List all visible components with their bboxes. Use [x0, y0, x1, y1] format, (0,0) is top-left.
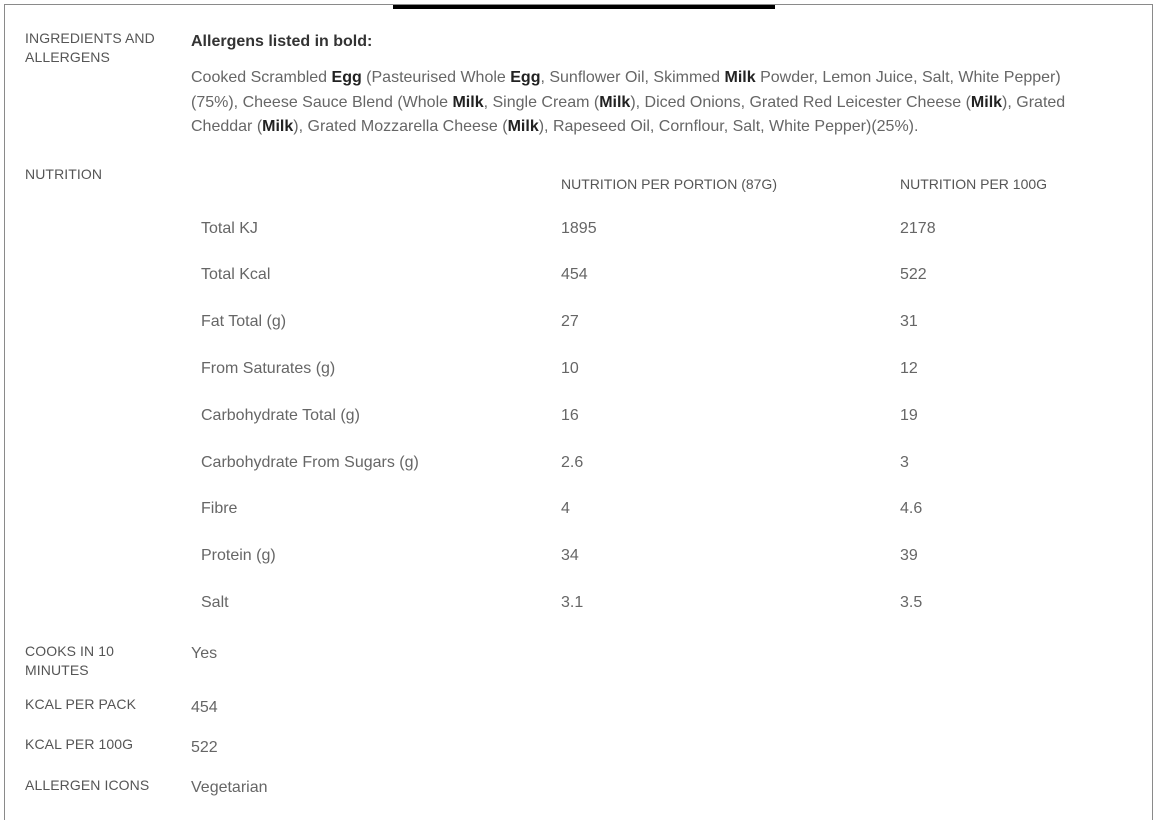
ingredient-text-segment: (Pasteurised Whole	[361, 69, 511, 86]
allergen-bold: Milk	[507, 118, 539, 135]
nutrient-name: Carbohydrate Total (g)	[201, 407, 360, 424]
ingredient-text-segment: ), Diced Onions, Grated Red Leicester Cheese (	[630, 93, 971, 111]
nutrient-per-100g: 2178	[900, 220, 936, 237]
allergen-icons-label: ALLERGEN ICONS	[25, 777, 150, 793]
cooks-in-10-value: Yes	[191, 645, 218, 662]
ingredient-text-segment: , Single Cream (	[483, 93, 600, 111]
ingredient-text-segment: ), Rapeseed Oil, Cornflour, Salt, White Pepper)(25%).	[538, 118, 919, 135]
allergen-bold: Milk	[262, 118, 294, 135]
nutrient-per-100g: 4.6	[900, 500, 923, 517]
cooks-in-10-label: COOKS IN 10 MINUTES	[25, 643, 115, 678]
nutrient-name: Protein (g)	[201, 547, 276, 564]
nutrient-per-100g: 19	[900, 407, 918, 424]
allergen-bold: Milk	[724, 69, 756, 86]
allergens-heading: Allergens listed in bold:	[191, 33, 373, 50]
nutrient-per-portion: 34	[561, 547, 579, 564]
nutrient-per-portion: 27	[561, 313, 579, 330]
ingredient-text-segment: ), Grated Cheddar (	[191, 93, 1066, 135]
nutrient-name: From Saturates (g)	[201, 360, 336, 377]
nutrient-name: Total KJ	[201, 220, 258, 237]
nutrient-per-100g: 3	[900, 454, 909, 471]
nutrition-row	[5, 360, 1154, 384]
nutrition-row	[5, 313, 1154, 337]
nutrient-name: Total Kcal	[201, 266, 271, 283]
nutrient-per-portion: 454	[561, 266, 588, 283]
nutrient-name: Fibre	[201, 500, 238, 517]
nutrient-per-100g: 31	[900, 313, 918, 330]
allergen-bold: Milk	[970, 93, 1003, 111]
nutrient-name: Carbohydrate From Sugars (g)	[201, 454, 419, 471]
nutrient-per-portion: 3.1	[561, 594, 584, 611]
ingredient-text-segment: , Sunflower Oil, Skimmed	[540, 69, 725, 86]
ingredients-label: INGREDIENTS AND ALLERGENS	[25, 30, 155, 65]
nutrition-row	[5, 454, 1154, 478]
nutrition-label: NUTRITION	[25, 166, 103, 182]
nutrition-row	[5, 407, 1154, 431]
nutrient-name: Salt	[201, 594, 229, 611]
nutrient-per-100g: 39	[900, 547, 918, 564]
nutrition-row	[5, 220, 1154, 244]
nutrient-per-portion: 2.6	[561, 454, 584, 471]
nutrient-per-portion: 10	[561, 360, 579, 377]
allergen-bold: Milk	[452, 93, 484, 111]
nutrient-name: Fat Total (g)	[201, 313, 287, 330]
ingredients-text	[191, 66, 1101, 140]
header-per-100g: NUTRITION PER 100G	[900, 176, 1048, 192]
nutrient-per-portion: 1895	[561, 220, 597, 237]
kcal-per-pack-value: 454	[191, 699, 218, 716]
ingredient-text-segment: Powder, Lemon Juice, Salt, White Pepper)(75%), Cheese Sauce Blend (Whole	[191, 69, 1061, 111]
nutrient-per-100g: 3.5	[900, 594, 923, 611]
nutrition-row	[5, 266, 1154, 290]
nutrient-per-portion: 4	[561, 500, 570, 517]
allergen-icons-value: Vegetarian	[191, 779, 268, 796]
kcal-per-pack-label: KCAL PER PACK	[25, 696, 137, 712]
kcal-per-100g-label: KCAL PER 100G	[25, 736, 134, 752]
ingredient-text-segment: Cooked Scrambled	[191, 69, 332, 86]
nutrition-row	[5, 547, 1154, 571]
product-details-panel	[4, 4, 1153, 820]
nutrition-row	[5, 500, 1154, 524]
allergen-bold: Milk	[599, 93, 631, 111]
nutrition-row	[5, 594, 1154, 618]
nutrient-per-100g: 522	[900, 266, 927, 283]
ingredient-text-segment: ), Grated Mozzarella Cheese (	[293, 118, 508, 135]
allergen-bold: Egg	[510, 69, 541, 86]
allergen-bold: Egg	[331, 69, 362, 86]
header-per-portion: NUTRITION PER PORTION (87G)	[561, 176, 777, 192]
nutrient-per-portion: 16	[561, 407, 579, 424]
nutrient-per-100g: 12	[900, 360, 918, 377]
kcal-per-100g-value: 522	[191, 739, 218, 756]
active-tab-indicator	[393, 5, 775, 9]
